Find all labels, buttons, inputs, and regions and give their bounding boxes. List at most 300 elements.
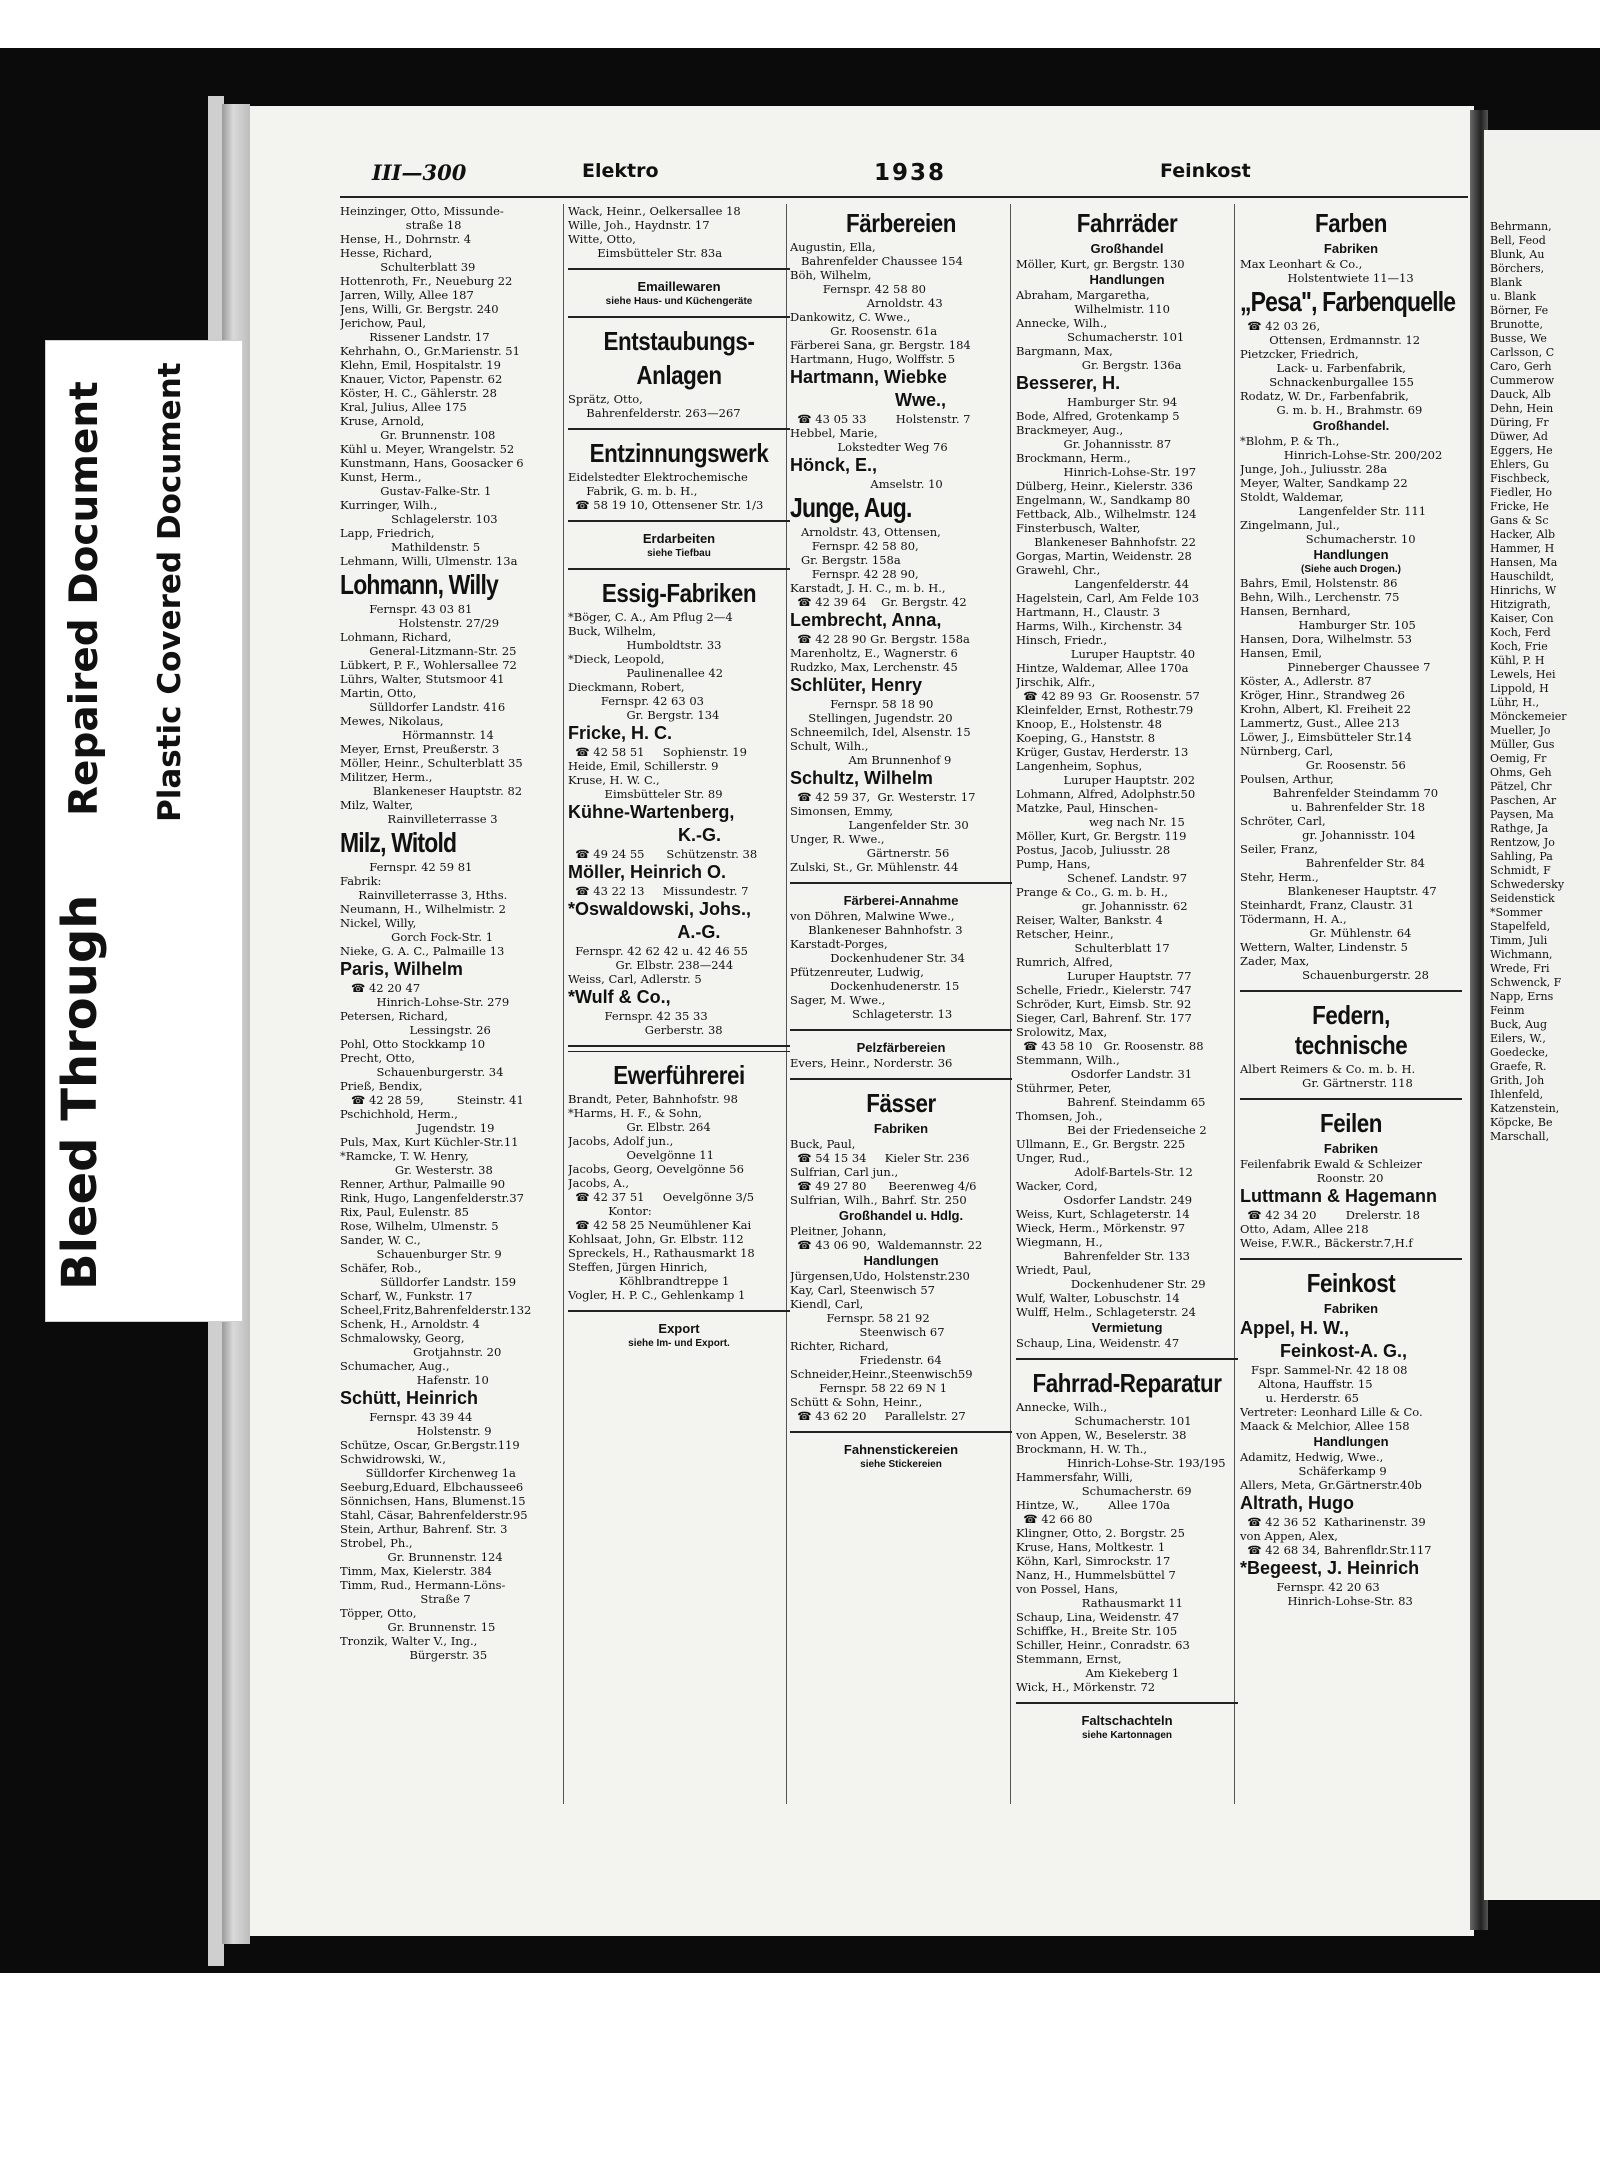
directory-entry: Fernspr. 58 22 69 N 1 xyxy=(790,1381,948,1395)
firm-name-bold: Feinkost-A. G., xyxy=(1240,1341,1408,1361)
firm-name-bold: Wwe., xyxy=(790,390,947,410)
directory-entry: Kohlsaat, John, Gr. Elbstr. 112 xyxy=(568,1232,744,1246)
directory-entry: Jacobs, Adolf jun., xyxy=(568,1134,674,1148)
directory-entry: Osdorfer Landstr. 249 xyxy=(1016,1193,1193,1207)
directory-entry: Albert Reimers & Co. m. b. H. xyxy=(1240,1062,1416,1076)
directory-entry: Jirschik, Alfr., xyxy=(1016,675,1096,689)
directory-entry: Spreckels, H., Rathausmarkt 18 xyxy=(568,1246,755,1260)
subsection-heading: Fabriken xyxy=(1323,241,1379,256)
section-rule xyxy=(568,428,790,430)
directory-entry: Karstadt-Porges, xyxy=(790,937,888,951)
directory-entry: Fettback, Alb., Wilhelmstr. 124 xyxy=(1016,507,1197,521)
directory-entry: Steenwisch 67 xyxy=(790,1325,945,1339)
directory-entry: Kontor: xyxy=(568,1204,652,1218)
directory-entry: Ottensen, Erdmannstr. 12 xyxy=(1240,333,1421,347)
section-rule xyxy=(568,568,790,570)
adjacent-page-entry: Caro, Gerh xyxy=(1490,360,1552,373)
directory-entry: Gr. Brunnenstr. 108 xyxy=(340,428,496,442)
directory-entry: ☎ 42 28 59, Steinstr. 41 xyxy=(340,1093,524,1107)
directory-entry: Unger, Rud., xyxy=(1016,1151,1090,1165)
directory-entry: weg nach Nr. 15 xyxy=(1016,815,1185,829)
adjacent-page-entry: Kühl, P. H xyxy=(1490,654,1545,667)
directory-entry: Sülldorfer Landstr. 416 xyxy=(340,700,506,714)
adjacent-page-entry: Hauschildt, xyxy=(1490,570,1555,583)
directory-entry: Adamitz, Hedwig, Wwe., xyxy=(1240,1450,1384,1464)
subsection-heading: Großhandel u. Hdlg. xyxy=(838,1208,964,1223)
adjacent-page-entry: Graefe, R. xyxy=(1490,1060,1547,1073)
directory-entry: Gorch Fock-Str. 1 xyxy=(340,930,494,944)
cross-reference: (Siehe auch Drogen.) xyxy=(1300,564,1401,575)
adjacent-page-entry: Schwenck, F xyxy=(1490,976,1562,989)
sticker-label-plastic: Plastic Covered Document xyxy=(152,362,188,822)
directory-entry: Blankeneser Bahnhofstr. 22 xyxy=(1016,535,1196,549)
directory-entry: Reiser, Walter, Bankstr. 4 xyxy=(1016,913,1163,927)
directory-entry: Fernspr. 43 39 44 xyxy=(340,1410,473,1424)
directory-entry: Hansen, Bernhard, xyxy=(1240,604,1351,618)
directory-entry: Heinzinger, Otto, Missunde- xyxy=(340,204,504,218)
directory-entry: Weiss, Carl, Adlerstr. 5 xyxy=(568,972,702,986)
directory-entry: ☎ 42 59 37, Gr. Westerstr. 17 xyxy=(790,790,976,804)
directory-entry: Schnackenburgallee 155 xyxy=(1240,375,1414,389)
directory-entry: Schmalowsky, Georg, xyxy=(340,1331,465,1345)
directory-entry: Schelle, Friedr., Kielerstr. 747 xyxy=(1016,983,1192,997)
directory-entry: Retscher, Heinr., xyxy=(1016,927,1114,941)
adjacent-page-entry: Cummerow xyxy=(1490,374,1555,387)
directory-entry: Nanz, H., Hummelsbüttel 7 xyxy=(1016,1568,1176,1582)
directory-entry: *Böger, C. A., Am Pflug 2—4 xyxy=(568,610,733,624)
cross-reference: siehe Tiefbau xyxy=(647,548,711,559)
directory-entry: Kurringer, Wilh., xyxy=(340,498,438,512)
directory-entry: Schütze, Oscar, Gr.Bergstr.119 xyxy=(340,1438,520,1452)
adjacent-page-entry: Stapelfeld, xyxy=(1490,920,1551,933)
adjacent-page-entry: Seidenstick xyxy=(1490,892,1555,905)
directory-entry: Maack & Melchior, Allee 158 xyxy=(1240,1419,1410,1433)
directory-entry: Schumacherstr. 101 xyxy=(1016,330,1185,344)
directory-entry: Fernspr. 42 63 03 xyxy=(568,694,704,708)
directory-entry: ☎ 43 58 10 Gr. Roosenstr. 88 xyxy=(1016,1039,1204,1053)
section-heading: Fahnenstickereien xyxy=(843,1442,959,1457)
directory-entry: Renner, Arthur, Palmaille 90 xyxy=(340,1177,506,1191)
directory-entry: Schaup, Lina, Weidenstr. 47 xyxy=(1016,1336,1180,1350)
adjacent-page-entry: Fischbeck, xyxy=(1490,472,1550,485)
firm-name-bold: Schultz, Wilhelm xyxy=(790,768,933,788)
directory-entry: Fspr. Sammel-Nr. 42 18 08 xyxy=(1240,1363,1408,1377)
directory-entry: Köhlbrandtreppe 1 xyxy=(568,1274,730,1288)
column-4 xyxy=(1016,204,1238,1814)
directory-entry: Eimsbütteler Str. 83a xyxy=(568,246,723,260)
directory-entry: Schäfer, Rob., xyxy=(340,1261,422,1275)
directory-entry: Schulterblatt 17 xyxy=(1016,941,1170,955)
directory-entry: Fernspr. 58 21 92 xyxy=(790,1311,930,1325)
directory-entry: Hagelstein, Carl, Am Felde 103 xyxy=(1016,591,1200,605)
directory-entry: Petersen, Richard, xyxy=(340,1009,448,1023)
directory-entry: Brandt, Peter, Bahnhofstr. 98 xyxy=(568,1092,738,1106)
section-heading: Pelzfärbereien xyxy=(856,1040,946,1055)
directory-entry: Stein, Arthur, Bahrenf. Str. 3 xyxy=(340,1522,508,1536)
directory-entry: Kehrhahn, O., Gr.Marienstr. 51 xyxy=(340,344,520,358)
adjacent-page-entry: Ehlers, Gu xyxy=(1490,458,1549,471)
directory-entry: Lokstedter Weg 76 xyxy=(790,440,948,454)
directory-entry: Hammersfahr, Willi, xyxy=(1016,1470,1133,1484)
cross-reference: siehe Stickereien xyxy=(860,1459,942,1470)
adjacent-page-entry: Dauck, Alb xyxy=(1490,388,1551,401)
section-heading: Entzinnungswerk xyxy=(589,438,769,468)
directory-entry: Bei der Friedenseiche 2 xyxy=(1016,1123,1207,1137)
section-heading: Ewerführerei xyxy=(613,1060,745,1090)
directory-entry: Kiendl, Carl, xyxy=(790,1297,864,1311)
directory-entry: Hartmann, Hugo, Wolffstr. 5 xyxy=(790,352,956,366)
directory-entry: Wettern, Walter, Lindenstr. 5 xyxy=(1240,940,1408,954)
firm-name-bold: Kühne-Wartenberg, xyxy=(568,802,735,822)
directory-entry: Köhn, Karl, Simrockstr. 17 xyxy=(1016,1554,1171,1568)
directory-entry: Arnoldstr. 43, Ottensen, xyxy=(790,525,941,539)
directory-entry: Hinsch, Friedr., xyxy=(1016,633,1108,647)
directory-entry: Finsterbusch, Walter, xyxy=(1016,521,1141,535)
directory-entry: Grawehl, Chr., xyxy=(1016,563,1101,577)
directory-entry: Gr. Brunnenstr. 124 xyxy=(340,1550,503,1564)
directory-entry: Sieger, Carl, Bahrenf. Str. 177 xyxy=(1016,1011,1192,1025)
directory-entry: Rudzko, Max, Lerchenstr. 45 xyxy=(790,660,958,674)
section-heading: Fahrrad-Reparatur xyxy=(1032,1368,1222,1398)
directory-entry: Holstenstr. 9 xyxy=(340,1424,492,1438)
directory-entry: Gr. Westerstr. 38 xyxy=(340,1163,493,1177)
adjacent-page-entry: Mönckemeier xyxy=(1490,710,1567,723)
directory-entry: Meyer, Walter, Sandkamp 22 xyxy=(1240,476,1408,490)
directory-entry: u. Herderstr. 65 xyxy=(1240,1391,1360,1405)
directory-entry: Prieß, Bendix, xyxy=(340,1079,423,1093)
directory-entry: Am Kiekeberg 1 xyxy=(1016,1666,1180,1680)
directory-entry: Gr. Johannisstr. 87 xyxy=(1016,437,1172,451)
directory-entry: Neumann, H., Wilhelmistr. 2 xyxy=(340,902,506,916)
adjacent-page-entry: Düwer, Ad xyxy=(1490,430,1548,443)
directory-entry: Schneider,Heinr.,Steenwisch59 xyxy=(790,1367,973,1381)
directory-entry: Tödermann, H. A., xyxy=(1240,912,1347,926)
directory-entry: Kral, Julius, Allee 175 xyxy=(340,400,467,414)
directory-entry: Hesse, Richard, xyxy=(340,246,433,260)
directory-entry: Schütt & Sohn, Heinr., xyxy=(790,1395,923,1409)
directory-entry: Stahl, Cäsar, Bahrenfelderstr.95 xyxy=(340,1508,528,1522)
adjacent-page-entry: Eilers, W., xyxy=(1490,1032,1546,1045)
directory-entry: Humboldtstr. 33 xyxy=(568,638,722,652)
directory-entry: Luruper Hauptstr. 77 xyxy=(1016,969,1192,983)
directory-entry: ☎ 42 58 51 Sophienstr. 19 xyxy=(568,745,747,759)
directory-entry: Witte, Otto, xyxy=(568,232,636,246)
adjacent-page-entry: Fiedler, Ho xyxy=(1490,486,1552,499)
directory-entry: Bahrenfelder Steindamm 70 xyxy=(1240,786,1439,800)
directory-entry: Tronzik, Walter V., Ing., xyxy=(340,1634,478,1648)
adjacent-page-entry: Wrede, Fri xyxy=(1490,962,1550,975)
section-rule xyxy=(790,882,1012,884)
adjacent-page-entry: Pätzel, Chr xyxy=(1490,780,1552,793)
adjacent-page-entry: Dehn, Hein xyxy=(1490,402,1554,415)
adjacent-page-entry: Paschen, Ar xyxy=(1490,794,1557,807)
adjacent-page-entry: Koch, Ferd xyxy=(1490,626,1551,639)
directory-entry: Srolowitz, Max, xyxy=(1016,1025,1108,1039)
directory-entry: Kruse, H. W. C., xyxy=(568,773,660,787)
directory-entry: Pietzcker, Friedrich, xyxy=(1240,347,1359,361)
adjacent-page-entry: Köpcke, Be xyxy=(1490,1116,1553,1129)
directory-entry: Pfützenreuter, Ludwig, xyxy=(790,965,924,979)
adjacent-page-entry: Hansen, Ma xyxy=(1490,556,1558,569)
directory-entry: Scharf, W., Funkstr. 17 xyxy=(340,1289,473,1303)
directory-entry: Jacobs, A., xyxy=(568,1176,630,1190)
adjacent-page-entry: Lewels, Hei xyxy=(1490,668,1556,681)
directory-entry: Wieck, Herm., Mörkenstr. 97 xyxy=(1016,1221,1186,1235)
directory-entry: Stemmann, Wilh., xyxy=(1016,1053,1120,1067)
adjacent-page-entry: Ihlenfeld, xyxy=(1490,1088,1544,1101)
directory-entry: Wulff, Helm., Schlageterstr. 24 xyxy=(1016,1305,1196,1319)
adjacent-page-entry: Gans & Sc xyxy=(1490,514,1549,527)
directory-entry: Gr. Bergstr. 134 xyxy=(568,708,720,722)
sticker-label-repaired: Repaired Document xyxy=(62,381,107,816)
directory-entry: Wack, Heinr., Oelkersallee 18 xyxy=(568,204,741,218)
directory-entry: Annecke, Wilh., xyxy=(1016,316,1108,330)
directory-entry: Mathildenstr. 5 xyxy=(340,540,481,554)
adjacent-page-entry: Wichmann, xyxy=(1490,948,1553,961)
adjacent-page-entry: Eggers, He xyxy=(1490,444,1553,457)
directory-entry: Karstadt, J. H. C., m. b. H., xyxy=(790,581,946,595)
adjacent-page-entry: Müller, Gus xyxy=(1490,738,1555,751)
directory-entry: gr. Johannisstr. 104 xyxy=(1240,828,1416,842)
running-head-right: Feinkost xyxy=(1160,160,1251,182)
directory-entry: Rink, Hugo, Langenfelderstr.37 xyxy=(340,1191,524,1205)
directory-entry: Zingelmann, Jul., xyxy=(1240,518,1340,532)
directory-entry: Brockmann, H. W. Th., xyxy=(1016,1442,1148,1456)
directory-entry: Hansen, Emil, xyxy=(1240,646,1323,660)
section-rule xyxy=(790,1078,1012,1080)
directory-entry: Arnoldstr. 43 xyxy=(790,296,943,310)
directory-entry: Schumacherstr. 69 xyxy=(1016,1484,1192,1498)
directory-entry: Gr. Bergstr. 136a xyxy=(1016,358,1182,372)
directory-entry: ☎ 42 66 80 xyxy=(1016,1512,1093,1526)
directory-entry: Postus, Jacob, Juliusstr. 28 xyxy=(1016,843,1171,857)
firm-name-bold: „Pesa", Farbenquelle xyxy=(1240,286,1456,317)
column-3 xyxy=(790,204,1012,1814)
adjacent-page-entry: Hitzigrath, xyxy=(1490,598,1551,611)
directory-entry: Sulfrian, Wilh., Bahrf. Str. 250 xyxy=(790,1193,967,1207)
directory-entry: Rix, Paul, Eulenstr. 85 xyxy=(340,1205,469,1219)
section-rule xyxy=(790,1431,1012,1433)
adjacent-page-entry: Carlsson, C xyxy=(1490,346,1555,359)
directory-entry: ☎ 42 68 34, Bahrenfldr.Str.117 xyxy=(1240,1543,1432,1557)
directory-entry: Schult, Wilh., xyxy=(790,739,869,753)
directory-entry: u. Bahrenfelder Str. 18 xyxy=(1240,800,1426,814)
directory-entry: Gerberstr. 38 xyxy=(568,1023,723,1037)
directory-entry: Kühl u. Meyer, Wrangelstr. 52 xyxy=(340,442,515,456)
directory-entry: Holstenstr. 27/29 xyxy=(340,616,500,630)
firm-name-bold: Altrath, Hugo xyxy=(1240,1493,1354,1513)
adjacent-page-entry: *Sommer xyxy=(1490,906,1543,919)
directory-entry: Vogler, H. P. C., Gehlenkamp 1 xyxy=(568,1288,746,1302)
directory-entry: Fernspr. 42 35 33 xyxy=(568,1009,708,1023)
directory-entry: Schröder, Kurt, Eimsb. Str. 92 xyxy=(1016,997,1192,1011)
directory-entry: Pschichhold, Herm., xyxy=(340,1107,458,1121)
directory-entry: Rose, Wilhelm, Ulmenstr. 5 xyxy=(340,1219,499,1233)
directory-entry: Scheel,Fritz,Bahrenfelderstr.132 xyxy=(340,1303,532,1317)
directory-entry: Gr. Roosenstr. 56 xyxy=(1240,758,1406,772)
directory-entry: Fernspr. 43 03 81 xyxy=(340,602,473,616)
directory-entry: Sülldorfer Kirchenweg 1a xyxy=(340,1466,516,1480)
section-heading: Erdarbeiten xyxy=(642,531,716,546)
directory-entry: Kunstmann, Hans, Goosacker 6 xyxy=(340,456,524,470)
page-number: III—300 xyxy=(372,160,467,185)
directory-entry: Wille, Joh., Haydnstr. 17 xyxy=(568,218,710,232)
directory-entry: Bahrenfelderstr. 263—267 xyxy=(568,406,741,420)
directory-entry: ☎ 58 19 10, Ottensener Str. 1/3 xyxy=(568,498,764,512)
directory-entry: Schumacherstr. 10 xyxy=(1240,532,1416,546)
directory-entry: Hörmannstr. 14 xyxy=(340,728,494,742)
directory-entry: Schauenburgerstr. 34 xyxy=(340,1065,504,1079)
column-2 xyxy=(568,204,790,1814)
directory-entry: Schenk, H., Arnoldstr. 4 xyxy=(340,1317,480,1331)
adjacent-page-text xyxy=(1490,220,1600,1144)
section-rule xyxy=(1016,1358,1238,1360)
directory-entry: Wilhelmistr. 110 xyxy=(1016,302,1170,316)
directory-entry: Eidelstedter Elektrochemische xyxy=(568,470,748,484)
directory-entry: Fabrik: xyxy=(340,874,382,888)
section-rule xyxy=(568,1310,790,1312)
directory-entry: Knauer, Victor, Papenstr. 62 xyxy=(340,372,503,386)
directory-entry: Jerichow, Paul, xyxy=(340,316,426,330)
section-rule xyxy=(1240,1258,1462,1260)
directory-entry: Jugendstr. 19 xyxy=(340,1121,495,1135)
section-rule xyxy=(568,520,790,522)
directory-entry: Rissener Landstr. 17 xyxy=(340,330,490,344)
directory-entry: *Harms, H. F., & Sohn, xyxy=(568,1106,702,1120)
directory-entry: von Döhren, Malwine Wwe., xyxy=(790,909,955,923)
directory-entry: Hense, H., Dohrnstr. 4 xyxy=(340,232,472,246)
directory-entry: Meyer, Ernst, Preußerstr. 3 xyxy=(340,742,500,756)
directory-entry: Hinrich-Lohse-Str. 200/202 xyxy=(1240,448,1443,462)
directory-entry: Nürnberg, Carl, xyxy=(1240,744,1334,758)
cross-reference: siehe Kartonnagen xyxy=(1081,1730,1173,1741)
directory-entry: Pump, Hans, xyxy=(1016,857,1091,871)
directory-entry: Precht, Otto, xyxy=(340,1051,416,1065)
directory-entry: Richter, Richard, xyxy=(790,1339,889,1353)
directory-entry: Wriedt, Paul, xyxy=(1016,1263,1092,1277)
directory-entry: Puls, Max, Kurt Küchler-Str.11 xyxy=(340,1135,519,1149)
adjacent-page-entry: Lühr, H., xyxy=(1490,696,1540,709)
directory-entry: ☎ 42 28 90 Gr. Bergstr. 158a xyxy=(790,632,970,646)
directory-entry: Fernspr. 42 58 80 xyxy=(790,282,926,296)
directory-entry: Lübkert, P. F., Wohlersallee 72 xyxy=(340,658,517,672)
directory-entry: Sager, M. Wwe., xyxy=(790,993,886,1007)
directory-entry: Junge, Joh., Juliusstr. 28a xyxy=(1240,462,1388,476)
directory-entry: Sulfrian, Carl jun., xyxy=(790,1165,899,1179)
directory-entry: Marenholtz, E., Wagnerstr. 6 xyxy=(790,646,958,660)
directory-entry: Schumacher, Aug., xyxy=(340,1359,450,1373)
section-heading: Färberei-Annahme xyxy=(843,893,959,908)
directory-entry: Mewes, Nikolaus, xyxy=(340,714,444,728)
directory-entry: Kröger, Hinr., Strandweg 26 xyxy=(1240,688,1405,702)
directory-entry: Paulinenallee 42 xyxy=(568,666,724,680)
section-heading: Fässer xyxy=(866,1088,936,1118)
adjacent-page-entry: Fricke, He xyxy=(1490,500,1549,513)
directory-entry: ☎ 42 37 51 Oevelgönne 3/5 xyxy=(568,1190,755,1204)
directory-entry: ☎ 49 24 55 Schützenstr. 38 xyxy=(568,847,758,861)
directory-entry: Krohn, Albert, Kl. Freiheit 22 xyxy=(1240,702,1412,716)
adjacent-page-entry: Brunotte, xyxy=(1490,318,1543,331)
directory-entry: Dankowitz, C. Wwe., xyxy=(790,310,911,324)
section-rule xyxy=(1240,990,1462,992)
directory-entry: *Blohm, P. & Th., xyxy=(1240,434,1340,448)
directory-entry: Rathausmarkt 11 xyxy=(1016,1596,1183,1610)
directory-entry: Evers, Heinr., Norderstr. 36 xyxy=(790,1056,953,1070)
directory-entry: Fernspr. 58 18 90 xyxy=(790,697,934,711)
directory-entry: Rainvilleterrasse 3, Hths. xyxy=(340,888,508,902)
column-divider xyxy=(563,204,564,1804)
directory-entry: Wacker, Cord, xyxy=(1016,1179,1098,1193)
directory-entry: Lührs, Walter, Stutsmoor 41 xyxy=(340,672,505,686)
directory-entry: Simonsen, Emmy, xyxy=(790,804,894,818)
directory-entry: ☎ 42 89 93 Gr. Roosenstr. 57 xyxy=(1016,689,1200,703)
section-heading: Entstaubungs- xyxy=(603,326,755,356)
directory-entry: Färberei Sana, gr. Bergstr. 184 xyxy=(790,338,971,352)
directory-entry: Hottenroth, Fr., Neueburg 22 xyxy=(340,274,513,288)
directory-entry: Lapp, Friedrich, xyxy=(340,526,435,540)
firm-name-bold: Lohmann, Willy xyxy=(340,569,498,600)
directory-entry: ☎ 42 39 64 Gr. Bergstr. 42 xyxy=(790,595,967,609)
directory-entry: Poulsen, Arthur, xyxy=(1240,772,1334,786)
directory-entry: Schauenburgerstr. 28 xyxy=(1240,968,1429,982)
directory-entry: Dockenhudener Str. 34 xyxy=(790,951,965,965)
adjacent-page-entry: Paysen, Ma xyxy=(1490,808,1554,821)
directory-entry: Otto, Adam, Allee 218 xyxy=(1240,1222,1369,1236)
firm-name-bold: Junge, Aug. xyxy=(790,492,912,523)
adjacent-page-entry: Rentzow, Jo xyxy=(1490,836,1555,849)
firm-name-bold: Besserer, H. xyxy=(1016,373,1121,393)
column-1 xyxy=(340,204,562,1814)
adjacent-page-entry: Schmidt, F xyxy=(1490,864,1551,877)
section-heading: Feilen xyxy=(1319,1108,1383,1138)
directory-entry: Pohl, Otto Stockkamp 10 xyxy=(340,1037,486,1051)
directory-entry: Klehn, Emil, Hospitalstr. 19 xyxy=(340,358,501,372)
directory-entry: Seeburg,Eduard, Elbchaussee6 xyxy=(340,1480,524,1494)
directory-entry: Gr. Gärtnerstr. 118 xyxy=(1240,1076,1413,1090)
directory-entry: Osdorfer Landstr. 31 xyxy=(1016,1067,1193,1081)
directory-entry: Blankeneser Hauptstr. 82 xyxy=(340,784,523,798)
section-heading: Export xyxy=(658,1321,700,1336)
directory-entry: Kay, Carl, Steenwisch 57 xyxy=(790,1283,935,1297)
directory-entry: Hamburger Str. 105 xyxy=(1240,618,1416,632)
section-rule xyxy=(568,316,790,318)
subsection-heading: Handlungen xyxy=(1313,547,1389,562)
directory-entry: Militzer, Herm., xyxy=(340,770,433,784)
directory-entry: Am Brunnenhof 9 xyxy=(790,753,952,767)
directory-entry: Sander, W. C., xyxy=(340,1233,421,1247)
directory-entry: G. m. b. H., Brahmstr. 69 xyxy=(1240,403,1423,417)
directory-entry: Kunst, Herm., xyxy=(340,470,422,484)
directory-entry: Lohmann, Richard, xyxy=(340,630,452,644)
firm-name-bold: Schütt, Heinrich xyxy=(340,1388,479,1408)
directory-entry: Jürgensen,Udo, Holstenstr.230 xyxy=(790,1269,970,1283)
subsection-heading: Fabriken xyxy=(1323,1141,1379,1156)
directory-entry: Hintze, W., Allee 170a xyxy=(1016,1498,1171,1512)
directory-entry: Engelmann, W., Sandkamp 80 xyxy=(1016,493,1191,507)
directory-entry: Schumacherstr. 101 xyxy=(1016,1414,1192,1428)
directory-entry: Bahrs, Emil, Holstenstr. 86 xyxy=(1240,576,1398,590)
directory-entry: Weiss, Kurt, Schlageterstr. 14 xyxy=(1016,1207,1190,1221)
directory-entry: Steffen, Jürgen Hinrich, xyxy=(568,1260,708,1274)
directory-entry: Fabrik, G. m. b. H., xyxy=(568,484,698,498)
directory-entry: Fernspr. 42 58 80, xyxy=(790,539,919,553)
directory-entry: Luruper Hauptstr. 40 xyxy=(1016,647,1196,661)
section-heading: Feinkost xyxy=(1306,1268,1396,1298)
firm-name-bold: *Begeest, J. Heinrich xyxy=(1240,1558,1420,1578)
directory-entry: Schwidrowski, W., xyxy=(340,1452,446,1466)
directory-entry: Kruse, Hans, Moltkestr. 1 xyxy=(1016,1540,1166,1554)
directory-entry: Hinrich-Lohse-Str. 193/195 xyxy=(1016,1456,1226,1470)
